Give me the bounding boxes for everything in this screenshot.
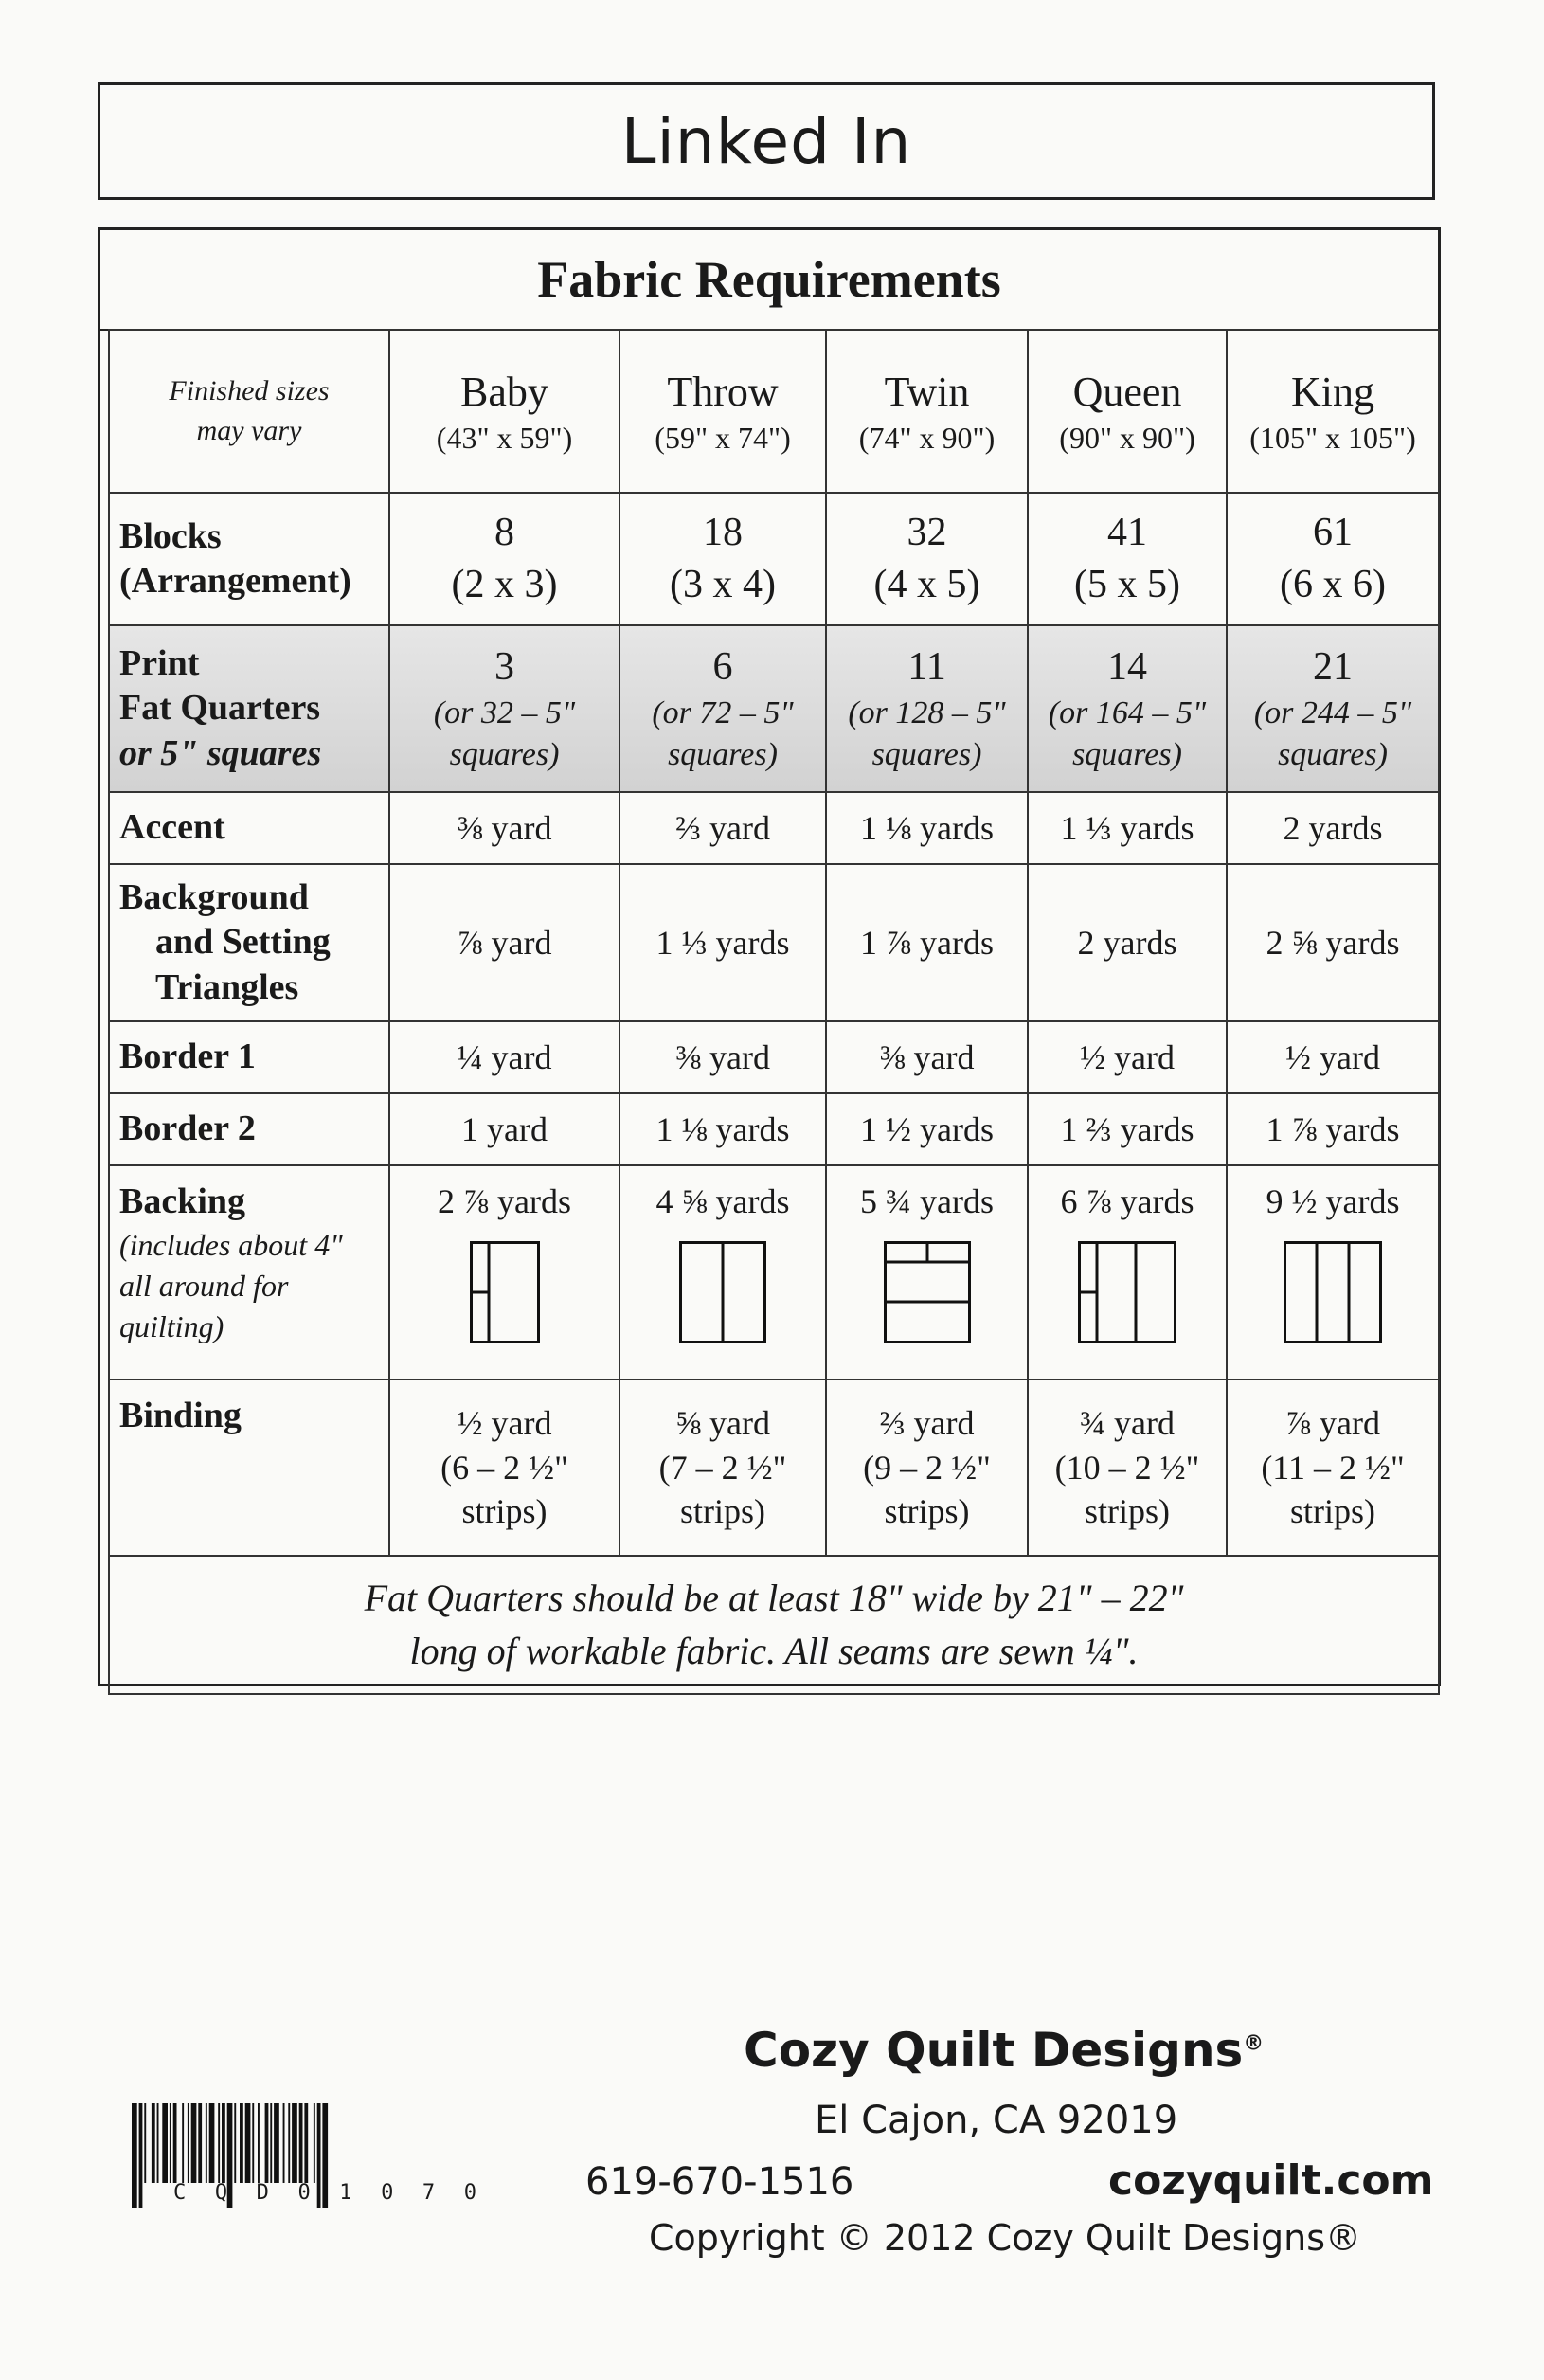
background-cell: 1 ⅓ yards [619, 864, 826, 1021]
square-count: (or 244 – 5" [1253, 695, 1412, 731]
print-row [109, 625, 1439, 792]
barcode-bar [299, 2103, 303, 2183]
binding-strips: (6 – 2 ½" [440, 1448, 568, 1487]
background-cell: 2 ⅝ yards [1227, 864, 1439, 1021]
company-phone: 619-670-1516 [585, 2160, 854, 2204]
blocks-cell [1028, 493, 1227, 625]
binding-strips-suffix: strips) [461, 1492, 548, 1531]
border1-cell: ½ yard [1028, 1021, 1227, 1093]
backing-note-line: quilting) [119, 1308, 224, 1343]
border1-cell: ¼ yard [389, 1021, 619, 1093]
binding-yardage: ⅞ yard [1285, 1403, 1380, 1442]
size-baby [389, 330, 619, 493]
print-cell [826, 625, 1028, 792]
block-count: 61 [1313, 511, 1353, 555]
backing-yardage: 9 ½ yards [1266, 1182, 1400, 1220]
barcode-char: D [256, 2181, 269, 2205]
barcode-bar [191, 2103, 197, 2183]
row-label-backing [109, 1165, 389, 1379]
print-cell [619, 625, 826, 792]
border2-cell: 1 yard [389, 1093, 619, 1165]
block-count: 8 [494, 511, 514, 555]
barcode-char: 7 [422, 2181, 436, 2205]
border2-cell: 1 ½ yards [826, 1093, 1028, 1165]
backing-layout-diagram [1284, 1241, 1382, 1343]
barcode-bar [162, 2103, 168, 2183]
barcode-bar [283, 2103, 285, 2183]
backing-layout-diagram [884, 1241, 971, 1343]
square-suffix: squares) [449, 737, 560, 773]
barcode-bar [314, 2103, 315, 2183]
row-label-accent: Accent [109, 792, 389, 864]
row-label-line: and Setting [155, 922, 331, 963]
accent-cell: ⅜ yard [389, 792, 619, 864]
binding-cell [389, 1379, 619, 1556]
square-count: (or 72 – 5" [652, 695, 794, 731]
binding-strips-suffix: strips) [1290, 1492, 1375, 1531]
corner-note-line: Finished sizes [169, 375, 330, 406]
border1-cell: ½ yard [1227, 1021, 1439, 1093]
barcode-bar [258, 2103, 260, 2183]
company-name-text: Cozy Quilt Designs [744, 2023, 1244, 2078]
print-cell [389, 625, 619, 792]
border1-row [109, 1021, 1439, 1093]
row-label-blocks [109, 493, 389, 625]
row-label-line: or 5" squares [119, 732, 322, 773]
barcode-bar [240, 2103, 243, 2183]
size-dims: (90" x 90") [1059, 420, 1195, 455]
company-address: El Cajon, CA 92019 [815, 2099, 1178, 2142]
binding-strips-suffix: strips) [884, 1492, 970, 1531]
pattern-title: Linked In [98, 82, 1435, 200]
accent-cell: 1 ⅓ yards [1028, 792, 1227, 864]
size-dims: (105" x 105") [1249, 420, 1416, 455]
accent-cell: 2 yards [1227, 792, 1439, 864]
backing-cell [1028, 1165, 1227, 1379]
barcode-digits [173, 2181, 476, 2205]
square-suffix: squares) [1278, 737, 1388, 773]
row-label-print [109, 625, 389, 792]
row-label-line: Fat Quarters [119, 688, 321, 729]
row-label-line: Backing [119, 1181, 246, 1221]
corner-note [109, 330, 389, 493]
binding-cell [826, 1379, 1028, 1556]
size-header-row [109, 330, 1439, 493]
backing-yardage: 4 ⅝ yards [655, 1182, 790, 1220]
barcode-bar [173, 2103, 177, 2183]
binding-cell [1227, 1379, 1439, 1556]
barcode-char: 0 [381, 2181, 394, 2205]
barcode-char: C [173, 2181, 187, 2205]
binding-cell [1028, 1379, 1227, 1556]
row-label-line: Blocks [119, 515, 222, 556]
backing-layout-diagram [1078, 1241, 1176, 1343]
blocks-cell [826, 493, 1028, 625]
note-line: Fat Quarters should be at least 18" wide by 21" – 22" [364, 1577, 1184, 1619]
fat-quarter-note [109, 1556, 1439, 1694]
barcode-char: 0 [463, 2181, 476, 2205]
backing-cell [826, 1165, 1028, 1379]
company-website: cozyquilt.com [1108, 2156, 1434, 2205]
barcode-bar [139, 2103, 143, 2208]
block-count: 41 [1107, 511, 1147, 555]
row-label-background [109, 864, 389, 1021]
barcode-bar [157, 2103, 159, 2183]
note-line: long of workable fabric. All seams are sewn ¼". [409, 1630, 1139, 1672]
binding-strips: (7 – 2 ½" [658, 1448, 787, 1487]
fat-quarter-count: 21 [1313, 644, 1353, 689]
barcode-bar [170, 2103, 171, 2183]
accent-row [109, 792, 1439, 864]
binding-yardage: ½ yard [457, 1403, 552, 1442]
size-dims: (74" x 90") [858, 420, 996, 455]
barcode-bar [252, 2103, 254, 2183]
note-row [109, 1556, 1439, 1694]
barcode-bar [265, 2103, 269, 2183]
block-count: 32 [907, 511, 947, 555]
barcode-bar [218, 2103, 220, 2183]
backing-yardage: 5 ¾ yards [860, 1182, 994, 1220]
size-name: Twin [884, 368, 970, 415]
size-queen [1028, 330, 1227, 493]
backing-note-line: (includes about 4" [119, 1227, 343, 1262]
row-label-border2: Border 2 [109, 1093, 389, 1165]
square-suffix: squares) [668, 737, 778, 773]
row-label-line: Background [119, 876, 309, 917]
border2-cell: 1 ⅛ yards [619, 1093, 826, 1165]
barcode-bar [152, 2103, 155, 2183]
square-suffix: squares) [1072, 737, 1182, 773]
size-dims: (59" x 74") [655, 420, 791, 455]
barcode-char: 0 [297, 2181, 311, 2205]
binding-strips: (10 – 2 ½" [1054, 1448, 1200, 1487]
print-cell [1028, 625, 1227, 792]
backing-layout-diagram [679, 1241, 766, 1343]
barcode-bar [274, 2103, 279, 2183]
block-arrangement: (6 x 6) [1280, 563, 1386, 606]
binding-strips-suffix: strips) [1085, 1492, 1170, 1531]
binding-strips-suffix: strips) [680, 1492, 765, 1531]
binding-strips: (9 – 2 ½" [863, 1448, 991, 1487]
copyright: Copyright © 2012 Cozy Quilt Designs® [649, 2217, 1362, 2259]
block-count: 18 [703, 511, 743, 555]
barcode-bar [206, 2103, 207, 2183]
block-arrangement: (2 x 3) [451, 563, 558, 606]
barcode-bar [288, 2103, 290, 2183]
background-cell: ⅞ yard [389, 864, 619, 1021]
accent-cell: 1 ⅛ yards [826, 792, 1028, 864]
table-heading: Fabric Requirements [100, 230, 1438, 331]
size-name: King [1291, 368, 1374, 415]
block-arrangement: (3 x 4) [670, 563, 776, 606]
row-label-line: Print [119, 642, 200, 683]
barcode-bar [304, 2103, 308, 2183]
square-count: (or 128 – 5" [848, 695, 1006, 731]
fabric-requirements-panel [98, 227, 1441, 1686]
blocks-row [109, 493, 1439, 625]
border1-cell: ⅜ yard [826, 1021, 1028, 1093]
barcode-char: Q [214, 2181, 228, 2205]
fat-quarter-count: 14 [1107, 644, 1147, 689]
backing-cell [389, 1165, 619, 1379]
size-name: Throw [667, 368, 779, 415]
barcode-bar [144, 2103, 146, 2183]
barcode-bar [209, 2103, 215, 2183]
registered-mark: ® [1243, 2031, 1265, 2056]
row-label-border1: Border 1 [109, 1021, 389, 1093]
size-king [1227, 330, 1439, 493]
blocks-cell [389, 493, 619, 625]
barcode-bar [188, 2103, 189, 2183]
border2-cell: 1 ⅔ yards [1028, 1093, 1227, 1165]
barcode-bar [270, 2103, 272, 2183]
square-count: (or 164 – 5" [1048, 695, 1207, 731]
backing-yardage: 2 ⅞ yards [438, 1182, 571, 1220]
border2-row [109, 1093, 1439, 1165]
fat-quarter-count: 6 [712, 644, 733, 689]
row-label-line: Triangles [155, 966, 299, 1007]
size-throw [619, 330, 826, 493]
blocks-cell [619, 493, 826, 625]
square-suffix: squares) [871, 737, 982, 773]
backing-note-line: all around for [119, 1268, 289, 1303]
binding-yardage: ⅝ yard [675, 1403, 770, 1442]
size-twin [826, 330, 1028, 493]
barcode-bar [222, 2103, 225, 2183]
border2-cell: 1 ⅞ yards [1227, 1093, 1439, 1165]
barcode-bar [234, 2103, 236, 2183]
fat-quarter-count: 3 [494, 644, 514, 689]
binding-strips: (11 – 2 ½" [1261, 1448, 1405, 1487]
border1-cell: ⅜ yard [619, 1021, 826, 1093]
backing-row [109, 1165, 1439, 1379]
company-name [744, 2023, 1264, 2078]
barcode-char: 1 [339, 2181, 352, 2205]
row-label-binding: Binding [109, 1379, 389, 1556]
backing-yardage: 6 ⅞ yards [1060, 1182, 1194, 1220]
size-name: Baby [460, 368, 548, 415]
blocks-cell [1227, 493, 1439, 625]
background-cell: 2 yards [1028, 864, 1227, 1021]
background-cell: 1 ⅞ yards [826, 864, 1028, 1021]
accent-cell: ⅔ yard [619, 792, 826, 864]
barcode-bar [132, 2103, 137, 2208]
fat-quarter-count: 11 [907, 644, 946, 689]
block-arrangement: (5 x 5) [1074, 563, 1180, 606]
background-row [109, 864, 1439, 1021]
barcode-bar [198, 2103, 202, 2183]
barcode-bar [245, 2103, 251, 2183]
backing-cell [1227, 1165, 1439, 1379]
print-cell [1227, 625, 1439, 792]
block-arrangement: (4 x 5) [873, 563, 980, 606]
binding-cell [619, 1379, 826, 1556]
corner-note-line: may vary [196, 415, 302, 446]
row-label-line: (Arrangement) [119, 561, 351, 601]
backing-layout-diagram [470, 1241, 540, 1343]
barcode-bar [182, 2103, 184, 2183]
backing-cell [619, 1165, 826, 1379]
binding-yardage: ⅔ yard [879, 1403, 975, 1442]
binding-row [109, 1379, 1439, 1556]
square-count: (or 32 – 5" [433, 695, 576, 731]
size-dims: (43" x 59") [436, 420, 573, 455]
binding-yardage: ¾ yard [1080, 1403, 1175, 1442]
fabric-table [108, 329, 1440, 1695]
barcode-bar [292, 2103, 297, 2183]
size-name: Queen [1072, 368, 1182, 415]
